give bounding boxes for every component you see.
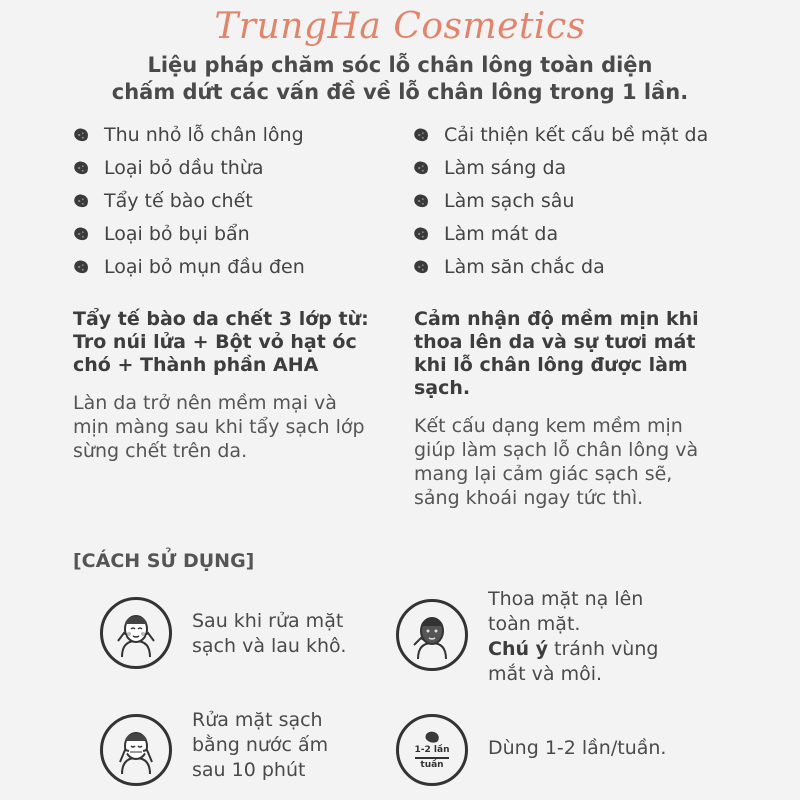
feature-description [414,414,754,510]
badge-divider [415,757,449,759]
feature-exfoliation [73,308,393,463]
badge-period-label: tuần [420,759,444,770]
feature-title [73,308,393,377]
benefit-label: Cải thiện kết cấu bề mặt da [444,123,709,146]
apply-mask-icon [396,599,468,671]
feature-desc-line: mang lại cảm giác sạch sẽ, [414,463,673,485]
feature-title-line: thoa lên da và sự tươi mát [414,331,696,353]
step-description [488,587,658,687]
benefit-item [412,118,752,151]
feature-title-line: Tẩy tế bào da chết 3 lớp từ: [73,308,369,330]
benefit-item [72,151,412,184]
benefit-item [412,184,752,217]
step-description: Dùng 1-2 lần/tuần. [488,737,667,759]
feature-title-line: Cảm nhận độ mềm mịn khi [414,308,699,330]
feature-title-line: sạch. [414,377,471,399]
step-line: Thoa mặt nạ lên [488,588,644,610]
benefit-item [72,118,412,151]
caution-label: Chú ý [488,638,548,660]
headline-line-2: chấm dứt các vấn đề về lỗ chân lông trong 1 lần. [111,80,689,104]
feature-title-line: Tro núi lửa + Bột vỏ hạt óc [73,331,357,353]
blob-bullet-icon [412,159,430,177]
benefit-label: Thu nhỏ lỗ chân lông [104,123,304,146]
feature-title-line: chó + Thành phần AHA [73,354,319,376]
benefits-list [72,118,752,283]
blob-bullet-icon [72,258,90,276]
rinse-face-icon [100,714,172,786]
step-line: Sau khi rửa mặt [192,610,344,632]
benefit-label: Loại bỏ bụi bẩn [104,222,250,245]
blob-bullet-icon [72,225,90,243]
blob-icon [423,730,441,744]
frequency-badge-icon [396,714,468,786]
feature-desc-line: giúp làm sạch lỗ chân lông và [414,439,699,461]
step-description [192,609,346,659]
badge-frequency-label: 1-2 lần [414,745,450,756]
blob-bullet-icon [72,192,90,210]
wash-face-icon [100,597,172,669]
blob-bullet-icon [72,126,90,144]
benefit-label: Làm mát da [444,222,559,245]
benefit-item [72,184,412,217]
feature-desc-line: sừng chết trên da. [73,440,248,462]
benefit-label: Tẩy tế bào chết [104,189,253,212]
headline [0,52,800,106]
benefits-left-column [72,118,412,283]
usage-step-3 [100,708,328,786]
feature-texture [414,308,754,510]
benefit-item [412,250,752,283]
step-line: toàn mặt. [488,613,581,635]
usage-section-title: [CÁCH SỬ DỤNG] [73,550,255,572]
step-caution-line [488,637,658,662]
blob-bullet-icon [412,126,430,144]
usage-step-1 [100,597,346,669]
usage-step-2 [396,587,658,687]
benefit-label: Làm sáng da [444,156,567,179]
feature-desc-line: Làn da trở nên mềm mại và [73,392,337,414]
blob-bullet-icon [412,225,430,243]
step-line: mắt và môi. [488,663,603,685]
blob-bullet-icon [72,159,90,177]
benefit-label: Loại bỏ mụn đầu đen [104,255,305,278]
blob-bullet-icon [412,192,430,210]
usage-step-4 [396,714,666,786]
headline-line-1: Liệu pháp chăm sóc lỗ chân lông toàn diện [147,53,653,77]
benefit-item [72,217,412,250]
step-line: bằng nước ấm [192,734,329,756]
feature-description [73,391,393,463]
step-line: Rửa mặt sạch [192,709,323,731]
feature-desc-line: sảng khoái ngay tức thì. [414,487,644,509]
benefit-item [72,250,412,283]
blob-bullet-icon [412,258,430,276]
feature-desc-line: Kết cấu dạng kem mềm mịn [414,415,683,437]
benefit-item [412,151,752,184]
benefit-label: Loại bỏ dầu thừa [104,156,264,179]
feature-title-line: khi lỗ chân lông được làm [414,354,688,376]
brand-logo: TrungHa Cosmetics [214,6,586,47]
step-line: sau 10 phút [192,759,306,781]
benefits-right-column [412,118,752,283]
feature-title [414,308,754,400]
step-description [192,708,328,783]
benefit-label: Làm sạch sâu [444,189,575,212]
feature-desc-line: mịn màng sau khi tẩy sạch lớp [73,416,365,438]
step-line: sạch và lau khô. [192,635,347,657]
benefit-label: Làm săn chắc da [444,255,605,278]
benefit-item [412,217,752,250]
caution-text: tránh vùng [548,638,659,660]
